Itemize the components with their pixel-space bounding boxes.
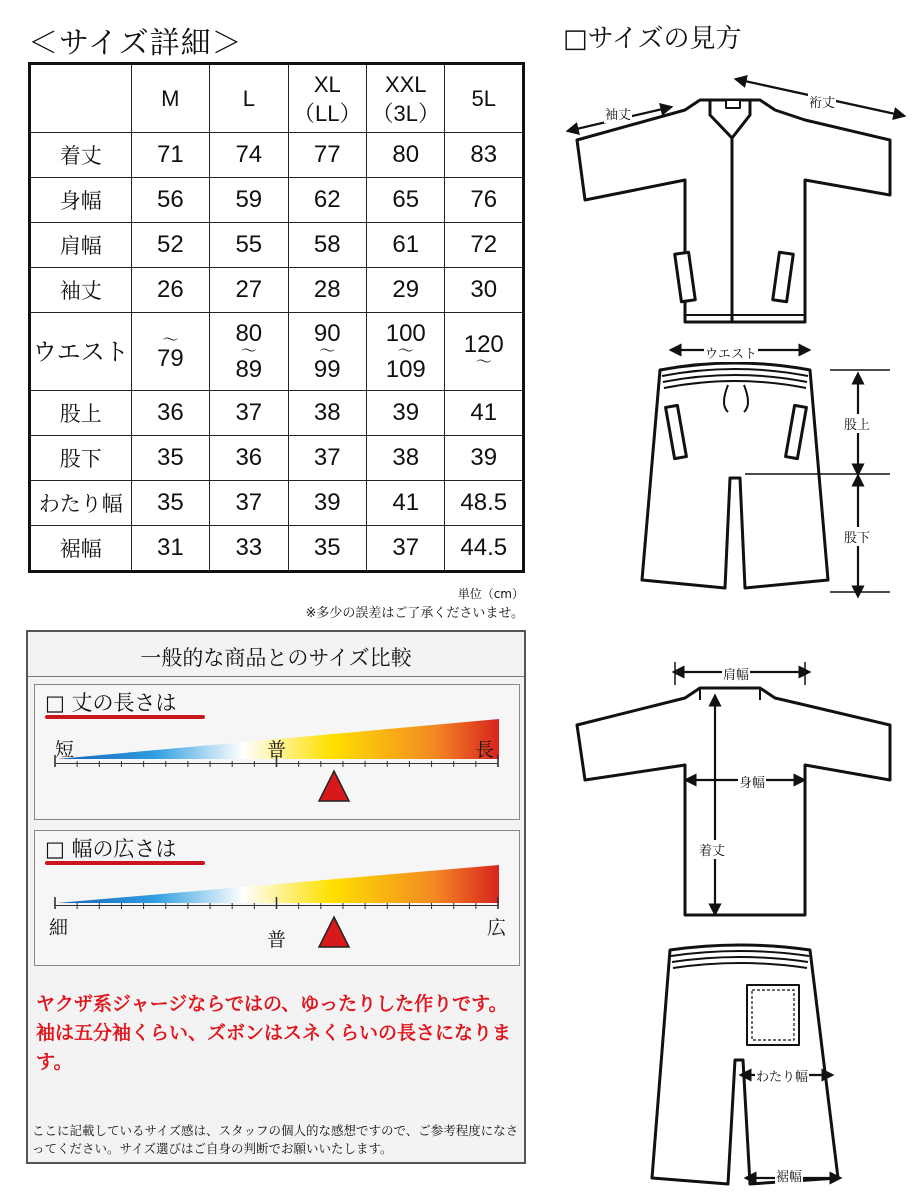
table-cell: 35: [131, 481, 209, 526]
size-col-m: M: [131, 64, 209, 133]
guide-waist-label: ウエスト: [704, 343, 758, 362]
guide-rise-label: 股上: [843, 414, 871, 433]
table-cell: 55: [210, 223, 288, 268]
guide-sleeve-length-label: 袖丈: [604, 104, 632, 123]
row-label: わたり幅: [30, 481, 132, 526]
row-label: 袖丈: [30, 268, 132, 313]
table-cell: 48.5: [445, 481, 524, 526]
scale-ticks: [53, 897, 503, 911]
table-cell: 56: [131, 178, 209, 223]
size-table: [28, 62, 525, 573]
waist-cell: 〜 79: [131, 313, 209, 391]
table-row-waist: [30, 313, 524, 391]
row-label: 身幅: [30, 178, 132, 223]
table-cell: 36: [210, 436, 288, 481]
table-cell: 27: [210, 268, 288, 313]
size-col-l: L: [210, 64, 288, 133]
width-marker-triangle: [317, 915, 351, 949]
table-cell: 44.5: [445, 526, 524, 572]
size-header-row: [30, 64, 524, 133]
length-scale-label: □ 丈の長さは: [45, 691, 177, 715]
table-row: [30, 391, 524, 436]
table-cell: 71: [131, 133, 209, 178]
table-cell: 37: [367, 526, 445, 572]
error-note: ※多少の誤差はご了承くださいませ。: [305, 606, 524, 621]
table-cell: 31: [131, 526, 209, 572]
table-cell: 35: [131, 436, 209, 481]
jacket-back-icon: [577, 688, 890, 915]
scale-mid-label: 普: [267, 929, 287, 951]
size-col-xl: XL （LL）: [288, 64, 366, 133]
scale-ticks: [53, 755, 503, 769]
shorts-front-icon: [642, 363, 828, 588]
table-cell: 59: [210, 178, 288, 223]
table-cell: 39: [367, 391, 445, 436]
table-cell: 37: [210, 391, 288, 436]
table-cell: 33: [210, 526, 288, 572]
guide-shoulder-label: 肩幅: [722, 664, 750, 683]
table-row: [30, 436, 524, 481]
scale-short-label: 短: [55, 739, 75, 761]
guide-inseam-label: 股下: [843, 527, 871, 546]
table-row: [30, 268, 524, 313]
table-cell: 61: [367, 223, 445, 268]
table-cell: 36: [131, 391, 209, 436]
table-cell: 28: [288, 268, 366, 313]
table-cell: 77: [288, 133, 366, 178]
comment-disclaimer: ここに記載しているサイズ感は、スタッフの個人的な感想ですので、ご参考程度になさってください。サイズ選びはご自身の判断でお願いいたします。: [32, 1123, 519, 1156]
table-row: [30, 133, 524, 178]
guide-length-label: 着丈: [698, 840, 726, 859]
row-label: 肩幅: [30, 223, 132, 268]
table-row: [30, 526, 524, 572]
size-guide-illustration: [560, 60, 910, 1200]
row-label: 着丈: [30, 133, 132, 178]
table-cell: 58: [288, 223, 366, 268]
table-cell: 38: [367, 436, 445, 481]
size-guide-title: □サイズの見方: [563, 24, 742, 54]
row-label: 股上: [30, 391, 132, 436]
guide-yuki-label: 裄丈: [808, 92, 836, 111]
table-cell: 37: [210, 481, 288, 526]
corner-cell: [30, 64, 132, 133]
guide-thigh-label: わたり幅: [755, 1066, 809, 1085]
table-cell: 83: [445, 133, 524, 178]
row-label: 股下: [30, 436, 132, 481]
table-cell: 35: [288, 526, 366, 572]
waist-cell: 90 〜 99: [288, 313, 366, 391]
length-scale: [34, 684, 520, 820]
width-scale-label: □ 幅の広さは: [45, 837, 177, 861]
size-detail-title: ＜サイズ詳細＞: [28, 26, 243, 61]
waist-cell: 120 〜: [445, 313, 524, 391]
row-label: 裾幅: [30, 526, 132, 572]
row-label: ウエスト: [30, 313, 132, 391]
table-cell: 26: [131, 268, 209, 313]
scale-mid-label: 普: [267, 739, 287, 761]
table-cell: 37: [288, 436, 366, 481]
length-marker-triangle: [317, 769, 351, 803]
scale-wide-label: 広: [487, 917, 507, 939]
jacket-front-icon: [577, 100, 890, 322]
table-cell: 74: [210, 133, 288, 178]
table-cell: 38: [288, 391, 366, 436]
size-col-5l: 5L: [445, 64, 524, 133]
table-cell: 39: [445, 436, 524, 481]
scale-long-label: 長: [475, 739, 495, 761]
table-row: [30, 481, 524, 526]
table-cell: 30: [445, 268, 524, 313]
divider: [28, 676, 524, 677]
waist-cell: 100 〜 109: [367, 313, 445, 391]
unit-note: 単位（cm）: [457, 587, 524, 601]
width-scale: [34, 830, 520, 966]
guide-hem-label: 裾幅: [775, 1166, 803, 1185]
table-cell: 80: [367, 133, 445, 178]
waist-cell: 80 〜 89: [210, 313, 288, 391]
table-cell: 39: [288, 481, 366, 526]
table-row: [30, 178, 524, 223]
comment-red: ヤクザ系ジャージならではの、ゆったりした作りです。袖は五分袖くらい、ズボンはスネくらいの長さになります。: [36, 993, 512, 1073]
size-col-xxl: XXL （3L）: [367, 64, 445, 133]
guide-body-width-label: 身幅: [738, 772, 766, 791]
table-row: [30, 223, 524, 268]
table-cell: 65: [367, 178, 445, 223]
size-comparison-panel: [26, 630, 526, 1164]
table-cell: 76: [445, 178, 524, 223]
comparison-title: 一般的な商品とのサイズ比較: [140, 646, 412, 670]
table-cell: 41: [367, 481, 445, 526]
table-cell: 62: [288, 178, 366, 223]
table-cell: 29: [367, 268, 445, 313]
table-cell: 52: [131, 223, 209, 268]
table-cell: 41: [445, 391, 524, 436]
table-cell: 72: [445, 223, 524, 268]
shorts-back-icon: [652, 945, 838, 1184]
scale-narrow-label: 細: [49, 917, 69, 939]
